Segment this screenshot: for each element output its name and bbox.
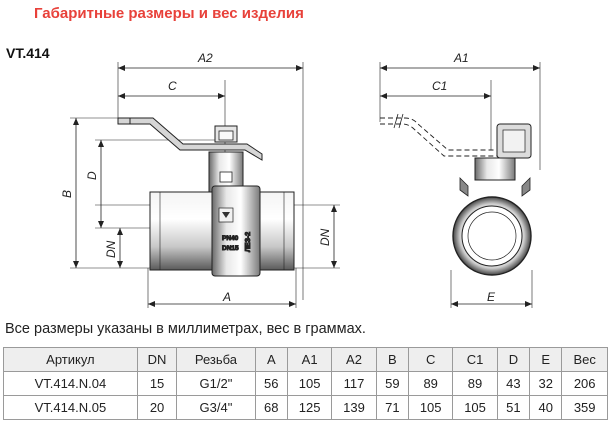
table-row bbox=[4, 396, 608, 420]
cell-dn: 15 bbox=[137, 372, 177, 396]
col-header-d: D bbox=[497, 348, 529, 372]
col-header-e: E bbox=[530, 348, 562, 372]
col-header-a1: A1 bbox=[287, 348, 331, 372]
cell-a2: 117 bbox=[332, 372, 376, 396]
cell-d: 51 bbox=[497, 396, 529, 420]
dim-c1-label: C1 bbox=[432, 79, 448, 93]
col-header-c1: C1 bbox=[453, 348, 497, 372]
col-header-weight: Вес bbox=[562, 348, 608, 372]
cell-weight: 359 bbox=[562, 396, 608, 420]
cell-c1: 105 bbox=[453, 396, 497, 420]
dim-dn-right-label: DN bbox=[318, 228, 332, 246]
model-label: VT.414 bbox=[6, 45, 50, 61]
cell-dn: 20 bbox=[137, 396, 177, 420]
dimensions-table bbox=[3, 347, 608, 420]
page-heading: Габаритные размеры и вес изделия bbox=[34, 5, 304, 22]
cell-e: 32 bbox=[530, 372, 562, 396]
col-header-dn: DN bbox=[137, 348, 177, 372]
cell-a: 68 bbox=[255, 396, 287, 420]
cell-weight: 206 bbox=[562, 372, 608, 396]
cell-a1: 125 bbox=[287, 396, 331, 420]
dim-d-label: D bbox=[85, 171, 99, 180]
cell-thread: G3/4" bbox=[177, 396, 255, 420]
cell-a: 56 bbox=[255, 372, 287, 396]
col-header-a: A bbox=[255, 348, 287, 372]
col-header-c: C bbox=[409, 348, 453, 372]
col-header-a2: A2 bbox=[332, 348, 376, 372]
dim-c-label: C bbox=[168, 79, 177, 93]
cell-c1: 89 bbox=[453, 372, 497, 396]
cell-d: 43 bbox=[497, 372, 529, 396]
dim-dn-left-label: DN bbox=[104, 240, 118, 258]
dim-a2-label: A2 bbox=[198, 51, 213, 65]
cell-a2: 139 bbox=[332, 396, 376, 420]
dim-a1-label: A1 bbox=[454, 51, 469, 65]
col-header-article: Артикул bbox=[4, 348, 138, 372]
cell-e: 40 bbox=[530, 396, 562, 420]
cell-a1: 105 bbox=[287, 372, 331, 396]
cell-c: 89 bbox=[409, 372, 453, 396]
cell-b: 71 bbox=[376, 396, 408, 420]
cell-c: 105 bbox=[409, 396, 453, 420]
dim-e-label: E bbox=[487, 290, 496, 304]
dim-a-label: A bbox=[223, 290, 232, 304]
cell-article: VT.414.N.05 bbox=[4, 396, 138, 420]
cell-b: 59 bbox=[376, 372, 408, 396]
cell-article: VT.414.N.04 bbox=[4, 372, 138, 396]
table-row bbox=[4, 372, 608, 396]
col-header-thread: Резьба bbox=[177, 348, 255, 372]
body-rating-mark: PN40 bbox=[222, 235, 239, 242]
right-valve-view bbox=[380, 62, 540, 308]
table-header-row bbox=[4, 348, 608, 372]
dim-b-label: B bbox=[60, 189, 74, 198]
units-note: Все размеры указаны в миллиметрах, вес в граммах. bbox=[5, 321, 366, 337]
left-valve-view bbox=[70, 62, 340, 308]
col-header-b: B bbox=[376, 348, 408, 372]
body-side-mark: ЛЕЗ-2 bbox=[245, 231, 252, 252]
cell-thread: G1/2" bbox=[177, 372, 255, 396]
body-size-mark: DN15 bbox=[222, 245, 239, 252]
